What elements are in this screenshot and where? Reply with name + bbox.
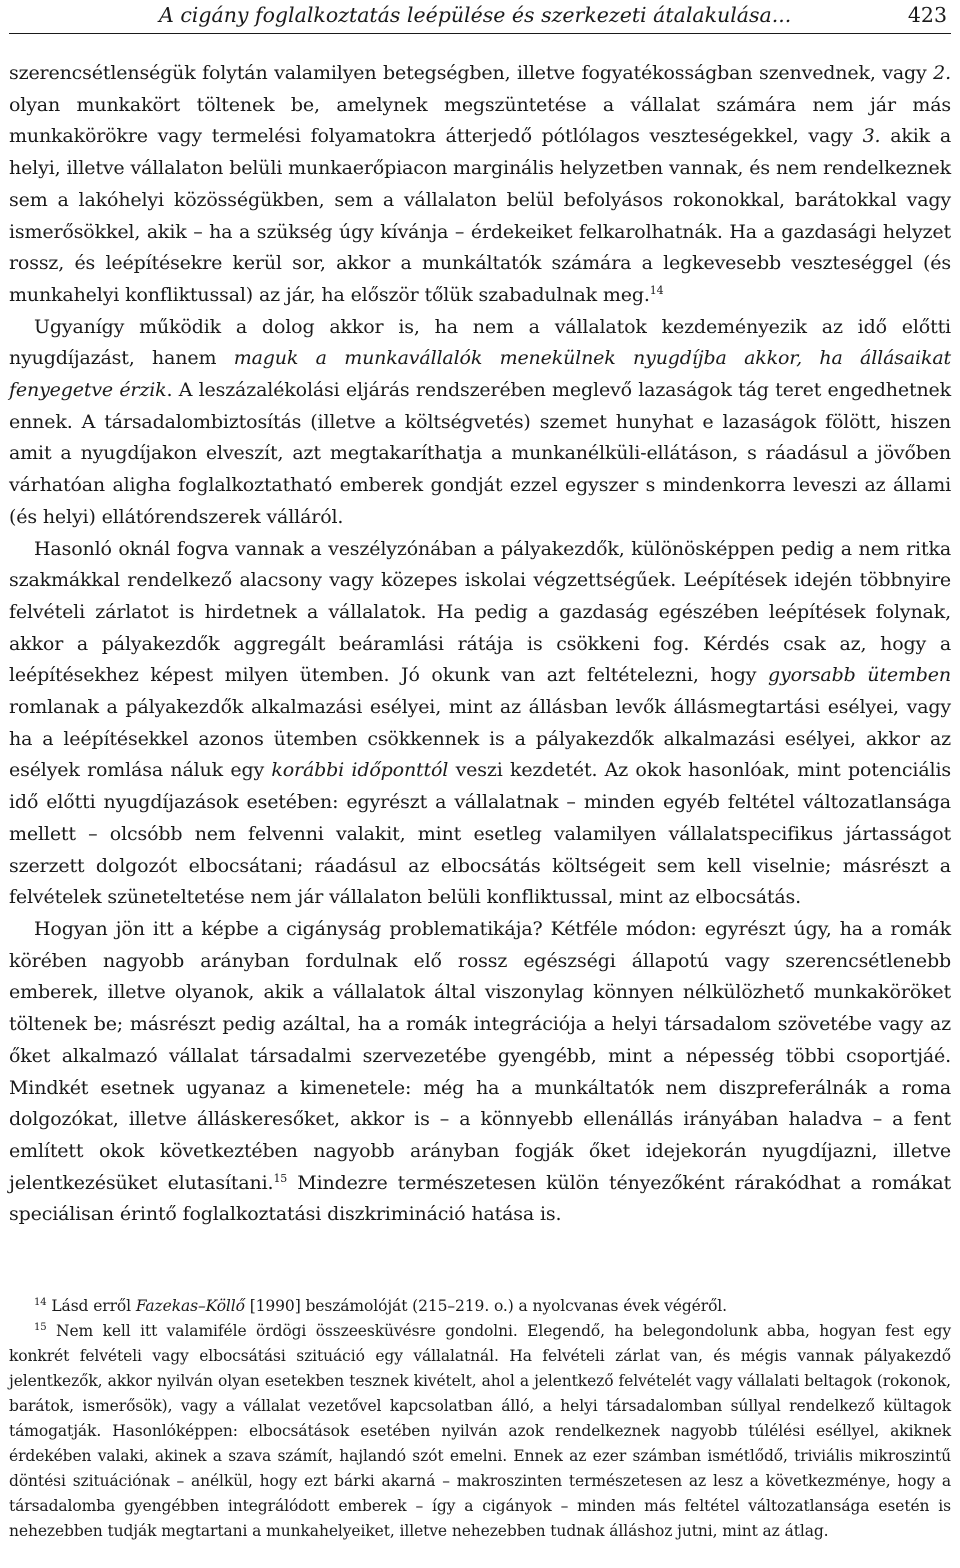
text-run: olyan munkakört töltenek be, amelynek megszüntetése a vállalat számára nem jár más munkakörökre vagy termelési folyamatokra átterjedő pótlólagos veszteségekkel, vagy — [9, 93, 951, 148]
italic-text: 2. — [933, 62, 951, 84]
text-run: Nem kell itt valamiféle ördögi összeesküvésre gondolni. Elegendő, ha belegondolunk abba, hogyan fest egy konkrét felvételi vagy elbocsátási szituáció egy vállalatnál. Ha felvételi zárlat van, és mégis vannak pályakezdő jelentkezők, akkor nyilván olyan esetekben tesznek kivételt, ahol a jelentkező felvételét vagy vállalati beltagok (rokonok, barátok, ismerősök), vagy a vállalat vezetővel kapcsolatban álló, a helyi társadalomban súllyal rendelkező kültagok támogatják. Hasonlóképpen: elbocsátások esetében nyilván azok rendelkeznek nagyobb túlélési eséllyel, akiknek érdekében valaki, akinek a szava számít, hajlandó szót emelni. Ennek az ezer számban ismétlődő, triviális mikroszintű döntési szituációnak – anélkül, hogy ezt bárki akarná – makroszinten természetesen az lesz a következménye, hogy a társadalomba gyengébben integrálódott emberek – így a cigányok – minden más feltétel változatlansága esetén is nehezebben tudják megtartani a munkahelyeiket, illetve nehezebben tudnak álláshoz jutni, mint az átlag. — [9, 1322, 952, 1540]
text-run: Mindezre természetesen külön tényezőként rárakódhat a romákat speciálisan érintő foglalkoztatási diszkrimináció hatása is. — [9, 1171, 951, 1226]
italic-text: gyorsabb ütemben — [768, 664, 951, 687]
text-run: romlanak a pályakezdők alkalmazási esélyei, mint az állásban levők állásmegtartási esélyei, vagy ha a leépítésekkel azonos ütemben csökkennek is a pályakezdők alkalmazási esélyei, akkor az esélyek romlása náluk egy — [9, 696, 951, 782]
footnote-number: 14 — [34, 1297, 47, 1308]
paragraph — [9, 312, 951, 534]
paragraph — [9, 534, 951, 914]
running-head-title: A cigány foglalkoztatás leépülése és szerkezeti átalakulása... — [159, 3, 792, 27]
running-head — [9, 0, 951, 30]
footnote — [9, 1319, 951, 1544]
footnote-reference: 15 — [273, 1171, 288, 1185]
body-text — [9, 58, 951, 1231]
italic-text: maguk a munkavállalók menekülnek nyugdíjba akkor, ha állásaikat fenyegetve érzik — [9, 347, 951, 402]
paragraph — [9, 58, 951, 312]
text-run: akik a helyi, illetve vállalaton belüli munkaerőpiacon marginális helyzetben vannak, és nem rendelkeznek sem a lakóhelyi közösségükben, sem a vállalaton belül befolyásos rokonokkal, barátokkal vagy ismerősökkel, akik – ha a szükség úgy kívánja – érdekeiket felkarolhatnák. Ha a gazdasági helyzet rossz, és leépítésekre kerül sor, akkor a munkáltatók számára a legkevesebb veszteséggel (és munkahelyi konfliktussal) az jár, ha először tőlük szabadulnak meg. — [9, 125, 952, 306]
italic-text: Fazekas–Köllő — [135, 1297, 245, 1315]
italic-text: 3. — [862, 125, 881, 148]
text-run: veszi kezdetét. Az okok hasonlóak, mint potenciális idő előtti nyugdíjazások esetében: egyrészt a vállalatnak – minden egyéb feltétel változatlansága mellett – olcsóbb nem felvenni valakit, mint esetleg valamilyen vállalatspecifikus jártasságot szerzett dolgozót elbocsátani; ráadásul az elbocsátás költségeit sem kell viselnie; másrészt a felvételek szüneteltetése nem jár vállalaton belüli konfliktussal, mint az elbocsátás. — [9, 759, 951, 909]
text-run: Lásd erről — [51, 1297, 136, 1315]
text-run: Ugyanígy működik a dolog akkor is, ha nem a vállalatok kezdeményezik az idő előtti nyugdíjazást, hanem — [9, 315, 951, 370]
footnote-reference: 14 — [649, 283, 664, 297]
footnote-number: 15 — [34, 1322, 47, 1333]
text-run: Hogyan jön itt a képbe a cigányság problematikája? Kétféle módon: egyrészt úgy, ha a romák körében nagyobb arányban fordulnak elő rossz egészségi állapotú vagy szerencsétlenebb emberek, illetve olyanok, akik a vállalatok által viszonylag könnyen nélkülözhető munkaköröket töltenek be; másrészt pedig azáltal, ha a romák integrációja a helyi társadalom szövetébe vagy az őket alkalmazó vállalat társadalmi szervezetébe gyengébb, mint a népesség többi csoportjáé. Mindkét esetnek ugyanaz a kimenetele: még ha a munkáltatók nem diszpreferálnák a roma dolgozókat, illetve álláskeresőket, akkor is – a könnyebb ellenállás irányában haladva – a fent említett okok következtében nagyobb arányban fogják őket idejekorán nyugdíjazni, illetve jelentkezésüket elutasítani. — [9, 917, 951, 1194]
header-rule — [9, 33, 951, 34]
footnotes — [9, 1294, 951, 1544]
italic-text: korábbi időponttól — [271, 759, 449, 782]
text-run: . A leszázalékolási eljárás rendszerében meglevő lazaságok tág teret engedhetnek ennek. A társadalombiztosítás (illetve a költségvetés) szemet hunyhat e lazaságok fölött, hiszen amit a nyugdíjakon elveszít, azt megtakaríthatja a munkanélküli-ellátáson, s ráadásul a jövőben várhatóan aligha foglalkoztatható emberek gondját ezzel egyszer s mindenkorra leveszi az állami (és helyi) ellátórendszerek válláról. — [9, 379, 952, 528]
footnote — [9, 1294, 951, 1319]
text-run: [1990] beszámolóját (215–219. o.) a nyolcvanas évek végéről. — [244, 1297, 727, 1315]
paragraph — [9, 914, 951, 1231]
text-run: szerencsétlenségük folytán valamilyen betegségben, illetve fogyatékosságban szenvednek, vagy — [9, 62, 934, 84]
page-number: 423 — [907, 3, 947, 27]
text-run: Hasonló oknál fogva vannak a veszélyzónában a pályakezdők, különösképpen pedig a nem ritka szakmákkal rendelkező alacsony vagy közepes iskolai végzettségűek. Leépítések idején többnyire felvételi zárlatot is hirdetnek a vállalatok. Ha pedig a gazdaság egészében leépítések folynak, akkor a pályakezdők aggregált beáramlási rátája is csökkeni fog. Kérdés csak az, hogy a leépítésekhez képest milyen ütemben. Jó okunk van azt feltételezni, hogy — [9, 537, 951, 687]
